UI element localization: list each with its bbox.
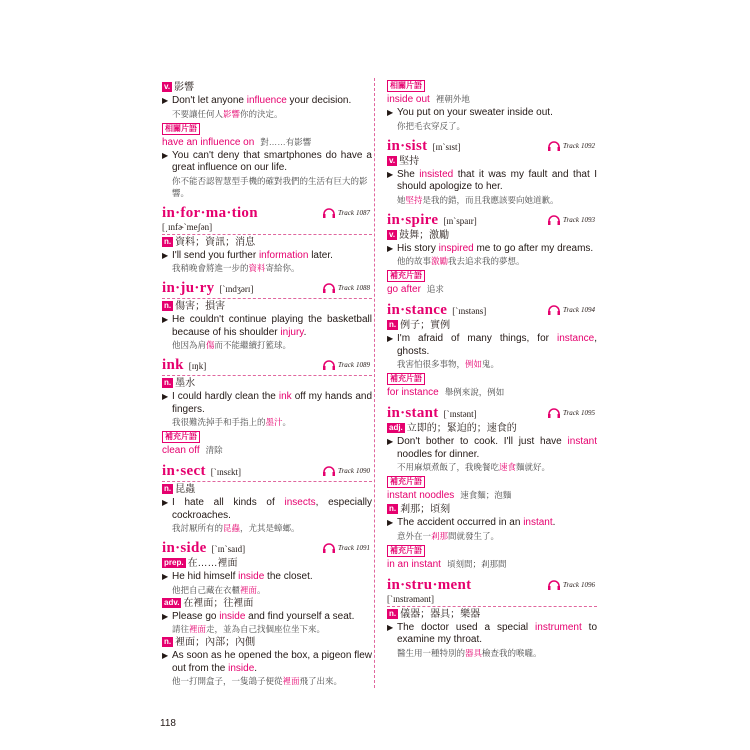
example-sentence: ▶ The accident occurred in an instant. xyxy=(387,517,556,528)
arrow-icon: ▶ xyxy=(387,334,394,343)
definition: 鼓舞；激勵 xyxy=(399,229,450,241)
example-translation: 我稍晚會將進一步的資料寄給你。 xyxy=(172,263,300,273)
track-label: Track 1092 xyxy=(547,141,595,151)
pronunciation: [ɪŋk] xyxy=(188,361,207,371)
entry-head xyxy=(162,280,372,296)
arrow-icon: ▶ xyxy=(162,651,169,660)
highlight-word: influence xyxy=(246,95,287,106)
pronunciation: [ˋɪndʒərɪ] xyxy=(219,284,254,294)
example-text: Don't let anyone xyxy=(172,95,247,106)
column-divider xyxy=(374,78,375,688)
phrase: instant noodles 速食麵；泡麵 xyxy=(387,490,512,501)
definition: 儀器；器具；樂器 xyxy=(400,608,481,620)
pos-badge: n. xyxy=(164,378,172,387)
entry-head xyxy=(387,212,597,228)
entry-head xyxy=(387,302,597,318)
left-column xyxy=(162,80,372,687)
sense xyxy=(387,423,597,435)
arrow-icon: ▶ xyxy=(387,518,394,527)
entry-ink xyxy=(162,357,372,457)
arrow-icon: ▶ xyxy=(162,572,169,581)
example-sentence: ▶ You put on your sweater inside out. xyxy=(387,107,553,118)
sense xyxy=(162,378,372,390)
headphones-icon xyxy=(322,543,336,553)
arrow-icon: ▶ xyxy=(387,169,394,179)
sense xyxy=(387,504,597,516)
pronunciation: [ˋɪnˋsaɪd] xyxy=(211,544,246,554)
example-translation: 他把自己藏在衣櫃裡面。 xyxy=(172,584,266,595)
page-number: 118 xyxy=(160,718,176,729)
entry-head xyxy=(162,463,372,479)
example-translation: 我討厭所有的昆蟲，尤其是蟑螂。 xyxy=(172,523,300,533)
headphones-icon xyxy=(547,580,561,590)
phrase: go after 追求 xyxy=(387,284,444,295)
arrow-icon: ▶ xyxy=(162,611,169,621)
arrow-icon: ▶ xyxy=(162,250,169,260)
pos-badge: n. xyxy=(389,608,397,618)
headword: in·ju·ry xyxy=(162,280,215,296)
phrase-tag: 補充片語 xyxy=(162,431,200,443)
definition: 昆蟲 xyxy=(175,484,196,495)
sense xyxy=(162,637,372,649)
phrase: for instance 舉例來說，例如 xyxy=(387,387,505,398)
definition: 剎那；頃刻 xyxy=(400,504,451,515)
example-translation: 我很難洗掉手和手指上的墨汁。 xyxy=(172,417,292,427)
entry-insist xyxy=(387,138,597,206)
pos-badge: n. xyxy=(164,637,172,646)
headword: in·sist xyxy=(387,137,428,154)
phrase-tag: 補充片語 xyxy=(387,476,425,488)
pronunciation: [ɪnˋspaɪr] xyxy=(443,215,477,226)
example-translation: 你不能否認智慧型手機的確對我們的生活有巨大的影響。 xyxy=(172,175,368,198)
example-translation: 他的故事激勵我去追求我的夢想。 xyxy=(397,256,525,266)
sense xyxy=(162,301,372,313)
example-sentence: ▶ I could hardly clean the ink off my hands and fingers. xyxy=(162,391,373,415)
definition: 立即的；緊迫的；速食的 xyxy=(406,423,517,434)
example-sentence: ▶ The doctor used a special instrument to examine my throat. xyxy=(387,621,598,645)
definition: 裡面；內部；內側 xyxy=(175,637,256,648)
example-translation: 他一打開盒子，一隻鴿子便從裡面飛了出來。 xyxy=(172,676,343,686)
headword: in·side xyxy=(162,540,207,556)
example-translation: 不要讓任何人影響你的決定。 xyxy=(172,108,283,119)
headword: in·for·ma·tion xyxy=(162,204,258,221)
phrase-tag: 補充片語 xyxy=(387,270,425,282)
pos-badge: v. xyxy=(164,82,171,91)
example-text: your decision. xyxy=(286,95,352,106)
track-label: Track 1088 xyxy=(322,283,370,293)
entry-instance xyxy=(387,302,597,399)
arrow-icon: ▶ xyxy=(387,622,394,632)
pronunciation: [ˋɪnstəns] xyxy=(452,306,487,316)
entry-influence-continued xyxy=(162,82,372,199)
example-text: You can't deny that smartphones do have a great influence on our life. xyxy=(172,149,372,173)
phrase-tag: 相關片語 xyxy=(162,123,200,135)
headphones-icon xyxy=(322,208,336,218)
entry-inside xyxy=(162,540,372,687)
pos-badge: n. xyxy=(164,484,172,493)
track-label: Track 1091 xyxy=(322,543,370,553)
sense xyxy=(162,598,372,610)
sense xyxy=(162,484,372,496)
headphones-icon xyxy=(322,283,336,293)
entry-information xyxy=(162,205,372,275)
example-translation: 不用麻煩煮飯了，我晚餐吃速食麵就好。 xyxy=(397,462,551,472)
example-translation: 請往裡面走，並為自己找個座位坐下來。 xyxy=(172,624,326,634)
headphones-icon xyxy=(547,215,561,225)
phrase: clean off 清除 xyxy=(162,445,223,456)
phrase-en: have an influence on xyxy=(162,136,255,148)
pronunciation: [ˋɪnstənt] xyxy=(443,409,477,419)
entry-head xyxy=(162,205,372,221)
arrow-icon: ▶ xyxy=(162,498,169,507)
phrase: in an instant 頃刻間；剎那間 xyxy=(387,558,507,570)
arrow-icon: ▶ xyxy=(162,392,169,401)
pos-badge: v. xyxy=(389,229,396,239)
pos-badge: n. xyxy=(389,504,397,513)
sense xyxy=(162,82,372,94)
pronunciation: [ɪnˋsɪst] xyxy=(432,141,461,152)
headphones-icon xyxy=(547,305,561,315)
pos-badge: adv. xyxy=(164,597,180,607)
example-translation: 醫生用一種特別的器具檢查我的喉嚨。 xyxy=(397,647,542,658)
track-label: Track 1096 xyxy=(547,580,595,590)
example-sentence xyxy=(162,95,372,108)
example-sentence: ▶ I'll send you further information later. xyxy=(162,249,333,261)
definition: 堅持 xyxy=(399,155,420,167)
entry-head xyxy=(162,357,372,373)
definition: 傷害；損害 xyxy=(175,301,226,312)
phrase-tag: 補充片語 xyxy=(387,545,425,557)
entry-head xyxy=(387,405,597,421)
example-sentence: ▶ She insisted that it was my fault and that I should apologize to her. xyxy=(387,168,597,192)
entry-head xyxy=(162,540,372,556)
phrase: inside out 裡朝外地 xyxy=(387,94,470,105)
example-translation: 意外在一剎那間就發生了。 xyxy=(397,530,500,541)
definition: 墨水 xyxy=(175,378,196,389)
headword: in·stru·ment xyxy=(387,576,472,593)
example-translation: 我害怕很多事物，例如鬼。 xyxy=(397,359,500,369)
pos-badge: prep. xyxy=(164,558,184,567)
pos-badge: n. xyxy=(389,320,397,329)
arrow-icon: ▶ xyxy=(387,108,394,117)
arrow-icon: ▶ xyxy=(387,243,394,253)
entry-inside-continued xyxy=(387,80,597,132)
headword: in·stant xyxy=(387,405,439,421)
track-label: Track 1089 xyxy=(322,360,370,370)
track-label: Track 1087 xyxy=(322,208,370,218)
phrase-tag: 補充片語 xyxy=(387,373,425,385)
entry-insect xyxy=(162,463,372,534)
pronunciation: [͵ɪnfɚˋmeʃən] xyxy=(162,221,213,232)
sense xyxy=(387,320,597,332)
sense xyxy=(162,237,372,249)
phrase xyxy=(162,136,372,149)
example-sentence: ▶ Please go inside and find yourself a seat. xyxy=(162,610,355,622)
track-label: Track 1093 xyxy=(547,215,595,225)
pos-badge: n. xyxy=(164,301,172,310)
headphones-icon xyxy=(322,360,336,370)
pos-badge: adj. xyxy=(389,423,403,432)
sense xyxy=(162,558,372,570)
pronunciation: [ˋɪnsɛkt] xyxy=(210,467,242,477)
arrow-icon: ▶ xyxy=(162,150,169,160)
example-sentence: ▶ He hid himself inside the closet. xyxy=(162,571,313,582)
entry-head xyxy=(387,577,597,593)
example-sentence: ▶ He couldn't continue playing the basketball because of his shoulder injury. xyxy=(162,314,372,338)
example-sentence: ▶ Don't bother to cook. I'll just have instant noodles for dinner. xyxy=(387,436,597,460)
definition: 例子；實例 xyxy=(400,320,451,331)
example-translation: 你把毛衣穿反了。 xyxy=(397,120,466,131)
headword: in·spire xyxy=(387,211,439,228)
track-label: Track 1090 xyxy=(322,466,370,476)
entry-inspire xyxy=(387,212,597,297)
headphones-icon xyxy=(547,141,561,151)
arrow-icon: ▶ xyxy=(162,315,169,324)
phrase-zh: 對……有影響 xyxy=(260,136,312,147)
entry-instant xyxy=(387,405,597,571)
sense xyxy=(387,230,597,242)
example-sentence: ▶ As soon as he opened the box, a pigeon flew out from the inside. xyxy=(162,650,372,674)
definition: 影響 xyxy=(174,82,195,93)
sense xyxy=(387,609,597,621)
pronunciation: [ˋɪnstrəmənt] xyxy=(387,593,434,604)
entry-instrument xyxy=(387,577,597,659)
entry-injury xyxy=(162,280,372,351)
track-label: Track 1094 xyxy=(547,305,595,315)
sense xyxy=(387,156,597,168)
headphones-icon xyxy=(322,466,336,476)
definition: 資料；資訊；消息 xyxy=(175,236,256,248)
headword: in·stance xyxy=(387,302,448,318)
example-sentence: ▶ I'm afraid of many things, for instance, ghosts. xyxy=(387,333,597,357)
arrow-icon: ▶ xyxy=(162,96,169,105)
track-label: Track 1095 xyxy=(547,408,595,418)
example-sentence xyxy=(162,150,372,175)
pos-badge: n. xyxy=(164,236,172,246)
example-sentence: ▶ His story inspired me to go after my dreams. xyxy=(387,242,594,254)
definition: 在……裡面 xyxy=(187,558,238,569)
headword: ink xyxy=(162,357,184,373)
headword: in·sect xyxy=(162,463,206,479)
example-translation: 他因為肩傷而不能繼續打籃球。 xyxy=(172,340,292,350)
example-translation: 她堅持是我的錯，而且我應該要向她道歉。 xyxy=(397,194,559,205)
headphones-icon xyxy=(547,408,561,418)
phrase-tag: 相關片語 xyxy=(387,80,425,92)
entry-head xyxy=(387,138,597,154)
arrow-icon: ▶ xyxy=(387,437,394,446)
example-sentence: ▶ I hate all kinds of insects, especially cockroaches. xyxy=(162,497,373,521)
pos-badge: v. xyxy=(389,155,396,165)
definition: 在裡面；往裡面 xyxy=(183,597,254,609)
right-column xyxy=(387,80,597,659)
